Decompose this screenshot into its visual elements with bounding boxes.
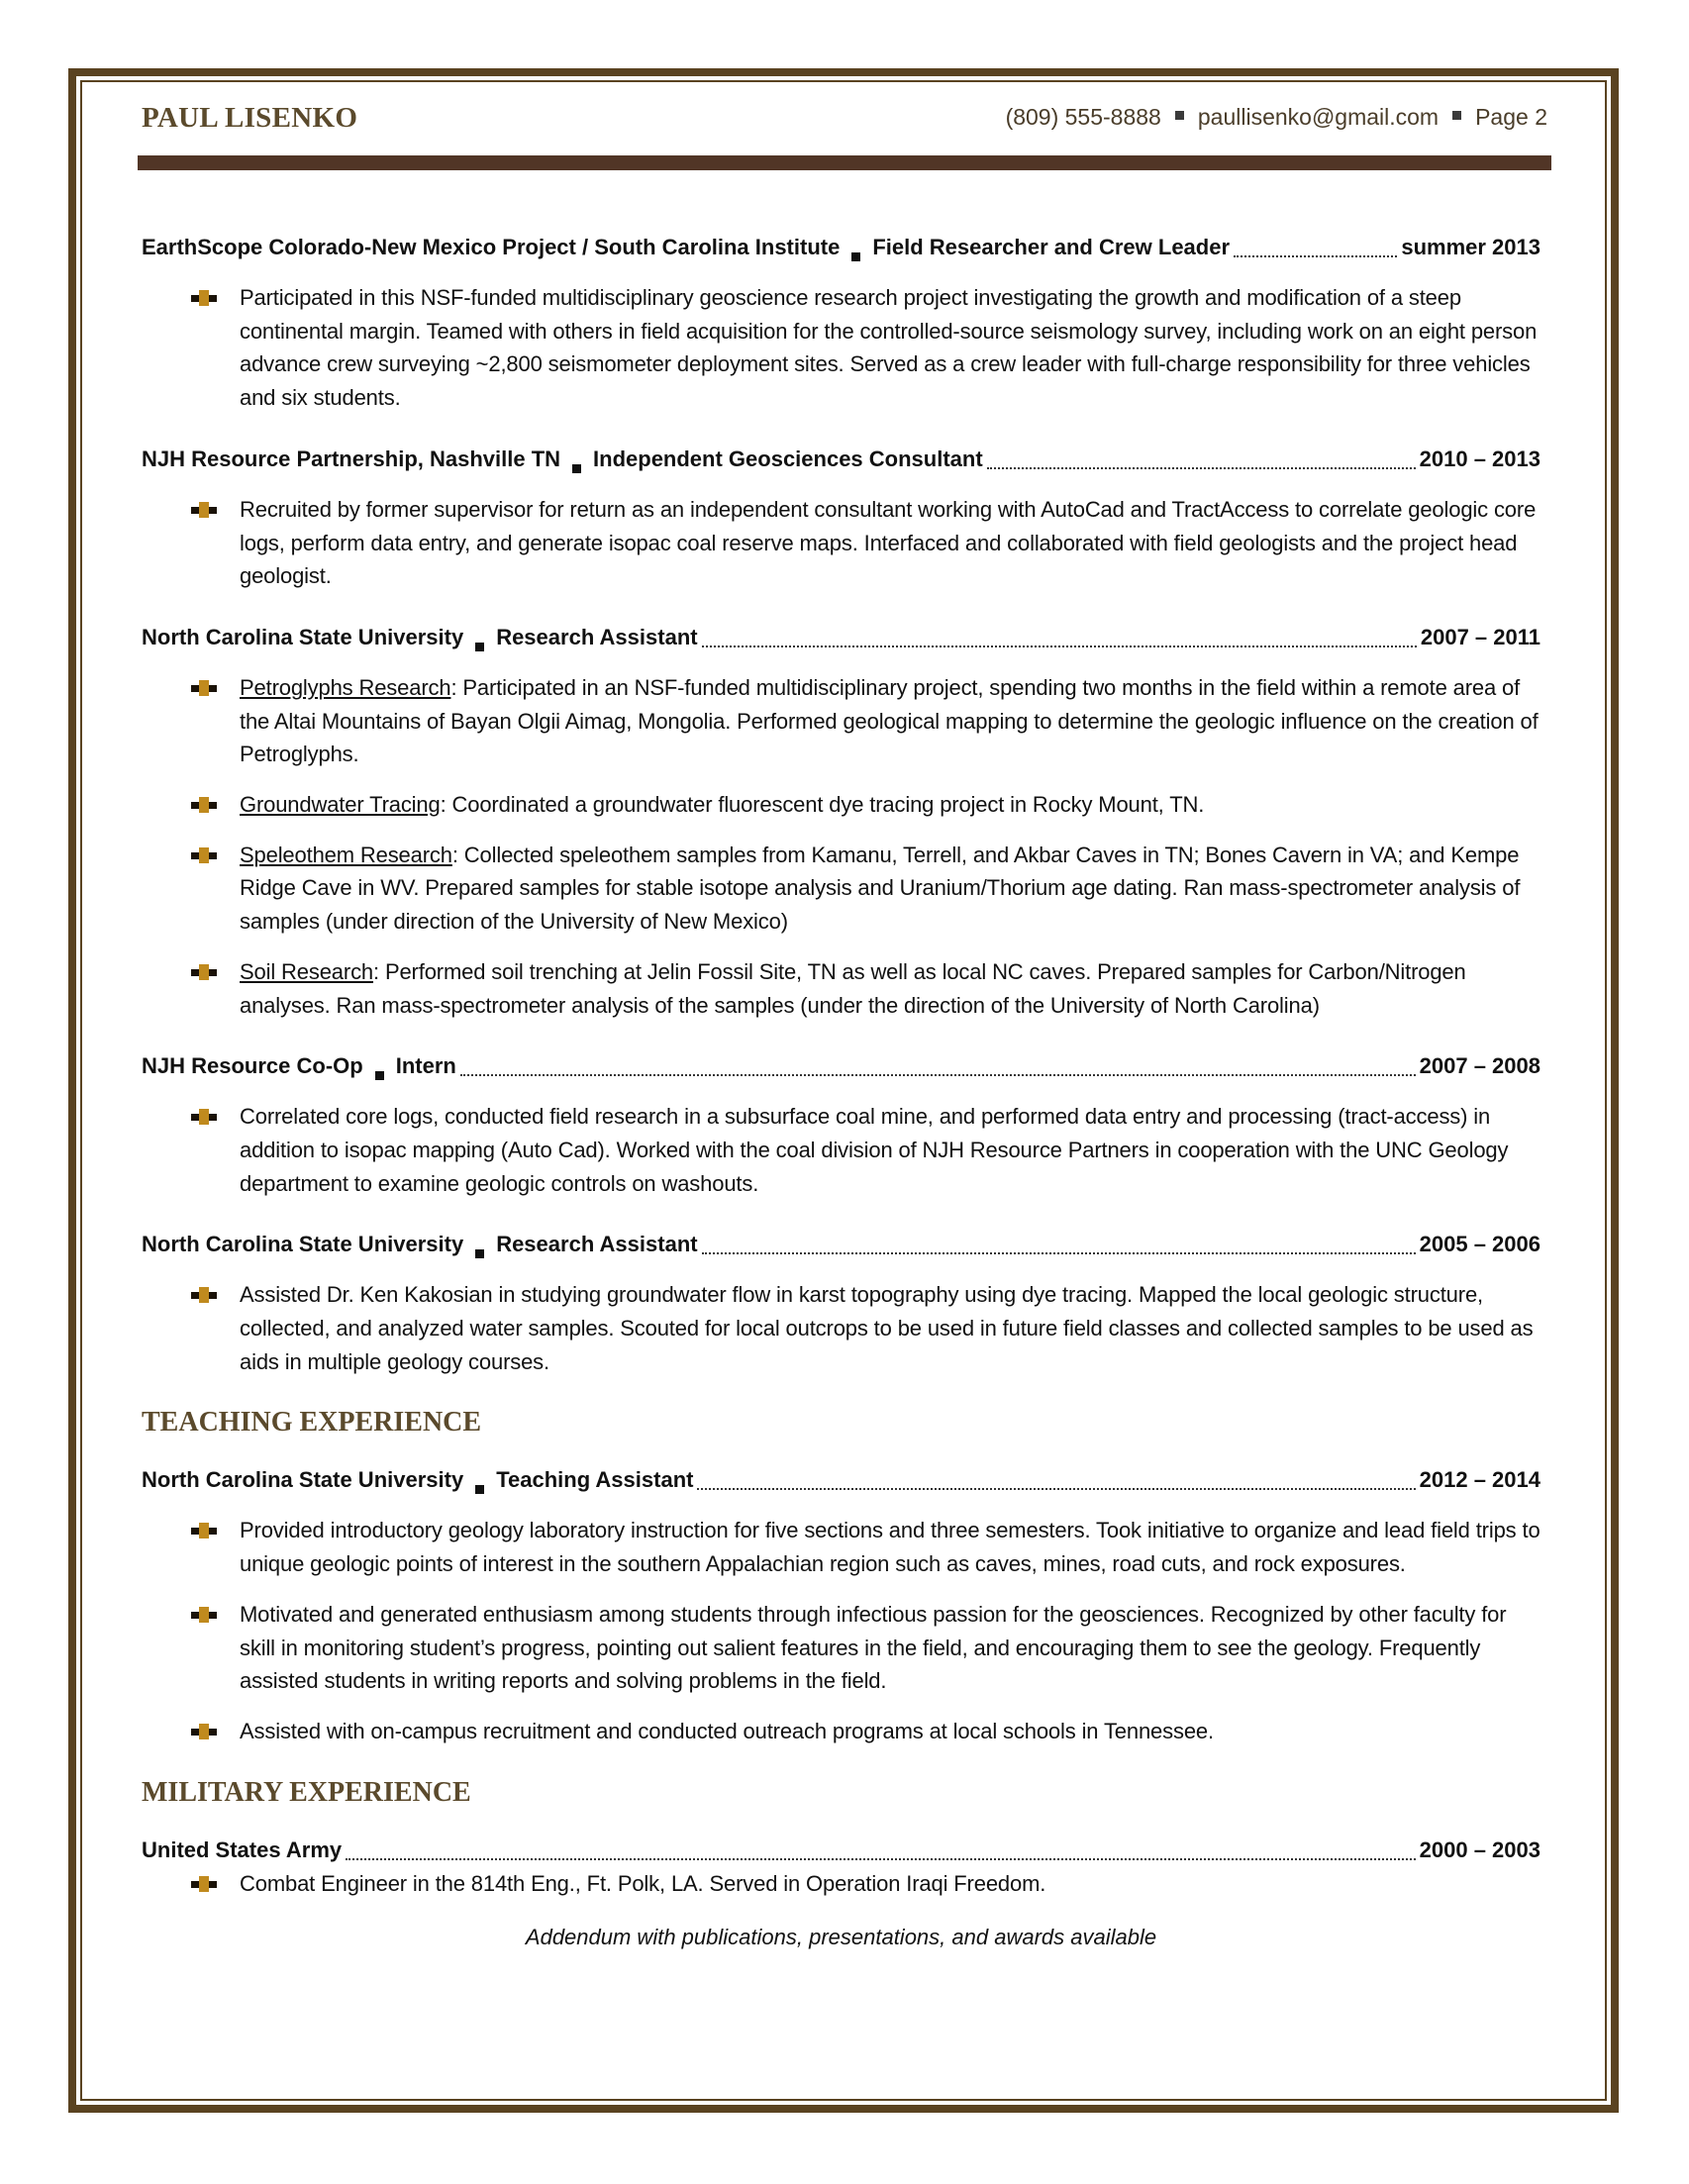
bullet-text: Assisted with on-campus recruitment and conducted outreach programs at local schools in Tennessee.	[240, 1718, 1214, 1743]
bullet-label: Groundwater Tracing	[240, 792, 441, 818]
separator-square-icon	[1175, 111, 1184, 120]
job-dates: 2010 – 2013	[1419, 446, 1540, 471]
resume-body	[142, 231, 1540, 1950]
bullet-text: Provided introductory geology laboratory instruction for five sections and three semesters. Took initiative to organize and lead field trips to unique geologic points of interest in the southern Appalachian region such as caves, mines, road cuts, and rock exposures.	[240, 1518, 1540, 1577]
bullet-item	[142, 1715, 1540, 1748]
dotted-leader	[697, 1488, 1415, 1490]
bullet-text: : Performed soil trenching at Jelin Fossil Site, TN as well as local NC caves. Prepared samples for Carbon/Nitrogen analyses. Ran mass-spectrometer analysis of the samples (under the direction of the University of North Carolina)	[240, 958, 1466, 1018]
section-heading-teaching: TEACHING EXPERIENCE	[142, 1407, 482, 1439]
email[interactable]: paullisenko@gmail.com	[1197, 104, 1440, 130]
job-dates: 2005 – 2006	[1419, 1232, 1540, 1257]
cross-bullet-icon	[191, 797, 217, 813]
header-rule	[138, 155, 1551, 170]
job-header	[142, 1049, 1540, 1083]
bullet-text: Assisted Dr. Ken Kakosian in studying groundwater flow in karst topography using dye tracing. Mapped the local geologic structure, collected, and analyzed water samples. Scouted for local outcrops to be used in future field classes and collected samples to be used as aids in multiple geology courses.	[240, 1282, 1534, 1374]
separator-square-icon	[572, 464, 581, 473]
job-header	[142, 621, 1540, 654]
bullet-item	[142, 493, 1540, 593]
dotted-leader	[1234, 255, 1397, 257]
job-dates: 2007 – 2008	[1419, 1053, 1540, 1079]
cross-bullet-icon	[191, 1287, 217, 1303]
job-header	[142, 231, 1540, 264]
job-org: EarthScope Colorado-New Mexico Project / South Carolina Institute	[142, 235, 841, 259]
bullet-item	[142, 1100, 1540, 1200]
bullet-list	[142, 1514, 1540, 1747]
job-entry-military	[142, 1834, 1540, 1901]
bullet-text: Motivated and generated enthusiasm among students through infectious passion for the geosciences. Recognized by other faculty for skill in monitoring student’s progress, pointing out salient features in the field, and encouraging them to see the geology. Frequently assisted students in writing reports and solving problems in the field.	[240, 1601, 1507, 1694]
bullet-text: Combat Engineer in the 814th Eng., Ft. Polk, LA. Served in Operation Iraqi Freedom.	[240, 1870, 1046, 1896]
job-title: Independent Geosciences Consultant	[593, 446, 983, 471]
dotted-leader	[346, 1858, 1416, 1860]
bullet-list	[142, 671, 1540, 1022]
job-title: Intern	[395, 1053, 456, 1079]
bullet-item	[142, 281, 1540, 415]
bullet-text: Participated in this NSF-funded multidisciplinary geoscience research project investigating the growth and modification of a steep continental margin. Teamed with others in field acquisition for the controlled-source seismology survey, including work on an eight person advance crew surveying ~2,800 seismometer deployment sites. Served as a crew leader with full-charge responsibility for three vehicles and six students.	[240, 285, 1538, 411]
job-dates: 2007 – 2011	[1420, 624, 1540, 649]
bullet-list	[142, 1867, 1540, 1901]
bullet-label: Soil Research	[240, 958, 374, 984]
job-dates: 2000 – 2003	[1419, 1837, 1540, 1862]
job-entry	[142, 443, 1540, 593]
cross-bullet-icon	[191, 1724, 217, 1739]
job-entry	[142, 1049, 1540, 1200]
addendum-note: Addendum with publications, presentations, and awards available	[525, 1925, 1157, 1950]
bullet-text: : Collected speleothem samples from Kamanu, Terrell, and Akbar Caves in TN; Bones Cavern in VA; and Kempe Ridge Cave in WV. Prepared samples for stable isotope analysis and Uranium/Thorium age dating. Ran mass-spectrometer analysis of samples (under direction of the University of New Mexico)	[240, 842, 1521, 935]
separator-square-icon	[375, 1071, 384, 1080]
research-experience	[142, 231, 1540, 1378]
cross-bullet-icon	[191, 964, 217, 980]
cross-bullet-icon	[191, 1876, 217, 1892]
job-title: Research Assistant	[496, 1232, 698, 1257]
job-dates: 2012 – 2014	[1419, 1467, 1540, 1493]
job-org: United States Army	[142, 1837, 343, 1862]
separator-square-icon	[475, 1485, 484, 1494]
bullet-list	[142, 281, 1540, 415]
bullet-item	[142, 955, 1540, 1022]
job-org: North Carolina State University	[142, 1467, 464, 1493]
dotted-leader	[987, 467, 1416, 469]
job-title: Teaching Assistant	[496, 1467, 694, 1493]
bullet-item	[142, 839, 1540, 939]
bullet-item	[142, 1867, 1540, 1901]
dotted-leader	[460, 1074, 1416, 1076]
bullet-item	[142, 788, 1540, 822]
separator-square-icon	[851, 252, 860, 261]
separator-square-icon	[475, 643, 484, 651]
bullet-label: Petroglyphs Research	[240, 674, 451, 700]
bullet-text: : Coordinated a groundwater fluorescent dye tracing project in Rocky Mount, TN.	[440, 792, 1205, 818]
job-dates: summer 2013	[1401, 235, 1540, 259]
job-org: North Carolina State University	[142, 624, 464, 649]
contact-info	[1006, 104, 1547, 131]
bullet-item	[142, 671, 1540, 771]
bullet-item	[142, 1598, 1540, 1698]
job-entry	[142, 231, 1540, 415]
cross-bullet-icon	[191, 502, 217, 518]
cross-bullet-icon	[191, 1607, 217, 1623]
cross-bullet-icon	[191, 1523, 217, 1539]
job-entry-teaching	[142, 1463, 1540, 1747]
job-entry	[142, 1228, 1540, 1378]
job-title: Field Researcher and Crew Leader	[872, 235, 1231, 259]
bullet-text: : Participated in an NSF-funded multidisciplinary project, spending two months in the field within a remote area of the Altai Mountains of Bayan Olgii Aimag, Mongolia. Performed geological mapping to determine the geologic influence on the creation of Petroglyphs.	[240, 674, 1539, 767]
bullet-label: Speleothem Research	[240, 842, 452, 867]
job-org: North Carolina State University	[142, 1232, 464, 1257]
bullet-text: Recruited by former supervisor for return as an independent consultant working with AutoCad and TractAccess to correlate geologic core logs, perform data entry, and generate isopac coal reserve maps. Interfaced and collaborated with field geologists and the project head geologist.	[240, 496, 1537, 589]
cross-bullet-icon	[191, 680, 217, 696]
bullet-list	[142, 1278, 1540, 1378]
bullet-item	[142, 1514, 1540, 1580]
job-entry	[142, 621, 1540, 1022]
job-header	[142, 1463, 1540, 1497]
separator-square-icon	[475, 1249, 484, 1258]
cross-bullet-icon	[191, 290, 217, 306]
job-header	[142, 443, 1540, 476]
bullet-list	[142, 493, 1540, 593]
bullet-text: Correlated core logs, conducted field research in a subsurface coal mine, and performed data entry and processing (tract-access) in addition to isopac mapping (Auto Cad). Worked with the coal division of NJH Resource Partners in cooperation with the UNC Geology department to examine geologic controls on washouts.	[240, 1104, 1509, 1196]
job-org: NJH Resource Partnership, Nashville TN	[142, 446, 561, 471]
separator-square-icon	[1452, 111, 1461, 120]
page-number: Page 2	[1475, 104, 1547, 130]
job-header	[142, 1228, 1540, 1261]
candidate-name: PAUL LISENKO	[142, 102, 358, 134]
job-header	[142, 1834, 1540, 1867]
dotted-leader	[702, 645, 1417, 647]
dotted-leader	[702, 1252, 1416, 1254]
cross-bullet-icon	[191, 847, 217, 863]
job-title: Research Assistant	[496, 624, 698, 649]
bullet-list	[142, 1100, 1540, 1200]
cross-bullet-icon	[191, 1109, 217, 1125]
section-heading-military: MILITARY EXPERIENCE	[142, 1776, 471, 1808]
job-org: NJH Resource Co-Op	[142, 1053, 363, 1079]
phone: (809) 555-8888	[1005, 104, 1161, 130]
bullet-item	[142, 1278, 1540, 1378]
